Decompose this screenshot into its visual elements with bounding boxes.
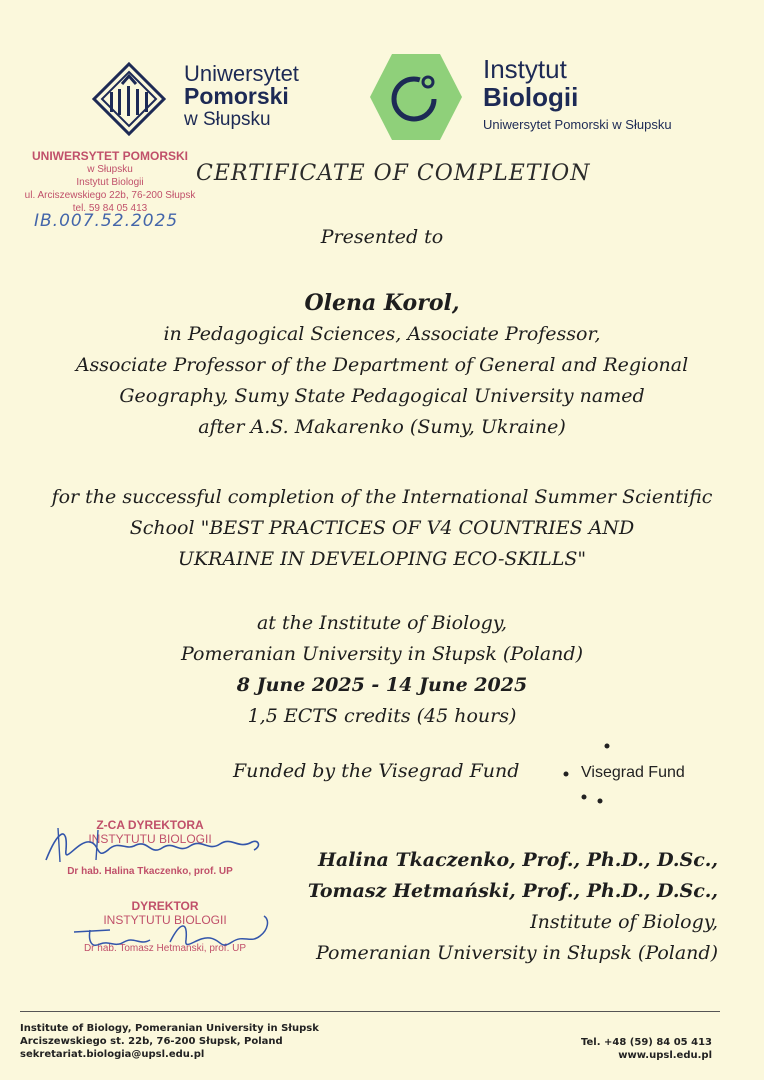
footer-email: sekretariat.biologia@upsl.edu.pl	[20, 1049, 205, 1060]
purpose-line: UKRAINE IN DEVELOPING ECO-SKILLS"	[177, 548, 587, 570]
description-line: after A.S. Makarenko (Sumy, Ukraine)	[198, 416, 566, 438]
signature-tomasz-hetmanski	[70, 912, 280, 962]
deputy-stamp-line1: Z-CA DYREKTORA	[96, 818, 204, 832]
footer-contact	[581, 1036, 712, 1062]
signature-halina-tkaczenko	[38, 820, 268, 870]
signer-org-1: Institute of Biology,	[530, 911, 718, 933]
reference-number: IB.007.52.2025	[34, 211, 179, 231]
university-name-line2: Pomorski	[184, 83, 289, 109]
certificate-title: CERTIFICATE OF COMPLETION	[196, 161, 591, 186]
signer-name-2: Tomasz Hetmański, Prof., Ph.D., D.Sc.,	[307, 880, 718, 902]
venue-info	[0, 608, 764, 732]
institute-logo	[368, 52, 464, 142]
purpose-line: for the successful completion of the International Summer Scientific	[51, 486, 713, 508]
venue-line2: Pomeranian University in Słupsk (Poland)	[181, 643, 583, 665]
ects-credits: 1,5 ECTS credits (45 hours)	[247, 705, 517, 727]
stamp-line3: Instytut Biologii	[76, 177, 144, 188]
university-logo	[92, 62, 166, 136]
footer-address-line2: Arciszewskiego st. 22b, 76-200 Słupsk, Poland	[20, 1036, 283, 1047]
presented-to: Presented to	[320, 226, 444, 248]
description-line: Geography, Sumy State Pedagogical University named	[119, 385, 645, 407]
recipient-name: Olena Korol,	[304, 290, 460, 316]
recipient-description	[0, 319, 764, 443]
venue-line1: at the Institute of Biology,	[256, 612, 508, 634]
funding-note: Funded by the Visegrad Fund	[233, 760, 520, 782]
footer-phone: Tel. +48 (59) 84 05 413	[581, 1037, 712, 1048]
description-line: Associate Professor of the Department of General and Regional	[75, 354, 689, 376]
institute-name-line2: Biologii	[483, 82, 579, 112]
signer-org-2: Pomeranian University in Słupsk (Poland)	[316, 942, 718, 964]
deputy-stamp-line3: Dr hab. Halina Tkaczenko, prof. UP	[67, 866, 233, 877]
university-name-line1: Uniwersytet	[184, 61, 299, 86]
university-name	[184, 62, 299, 131]
university-name-line3: w Słupsku	[184, 109, 271, 130]
footer-divider	[20, 1011, 720, 1012]
event-dates: 8 June 2025 - 14 June 2025	[236, 674, 528, 696]
institute-name-line3: Uniwersytet Pomorski w Słupsku	[483, 117, 672, 132]
institute-name	[483, 55, 672, 132]
stamp-line1: UNIWERSYTET POMORSKI	[31, 149, 188, 163]
stamp-line4: ul. Arciszewskiego 22b, 76-200 Słupsk	[24, 190, 196, 201]
stamp-line5: tel. 59 84 05 413	[72, 203, 148, 214]
description-line: in Pedagogical Sciences, Associate Professor,	[163, 323, 601, 345]
footer-address	[20, 1022, 319, 1061]
deputy-stamp-line2: INSTYTUTU BIOLOGII	[88, 832, 212, 846]
footer-address-line1: Institute of Biology, Pomeranian University in Słupsk	[20, 1023, 319, 1034]
institution-stamp	[10, 150, 210, 215]
signers-block	[308, 845, 718, 969]
institute-name-line1: Instytut	[483, 54, 567, 84]
director-stamp-line2: INSTYTUTU BIOLOGII	[103, 913, 227, 927]
footer-website: www.upsl.edu.pl	[618, 1050, 712, 1061]
visegrad-fund-label: Visegrad Fund	[581, 764, 685, 781]
director-stamp-line3: Dr hab. Tomasz Hetmański, prof. UP	[83, 943, 247, 954]
stamp-line2: w Słupsku	[87, 164, 133, 175]
purpose-line: School "BEST PRACTICES OF V4 COUNTRIES AND	[129, 517, 635, 539]
completion-purpose	[0, 482, 764, 575]
director-stamp-line1: DYREKTOR	[131, 899, 199, 913]
signer-name-1: Halina Tkaczenko, Prof., Ph.D., D.Sc.,	[318, 849, 718, 871]
